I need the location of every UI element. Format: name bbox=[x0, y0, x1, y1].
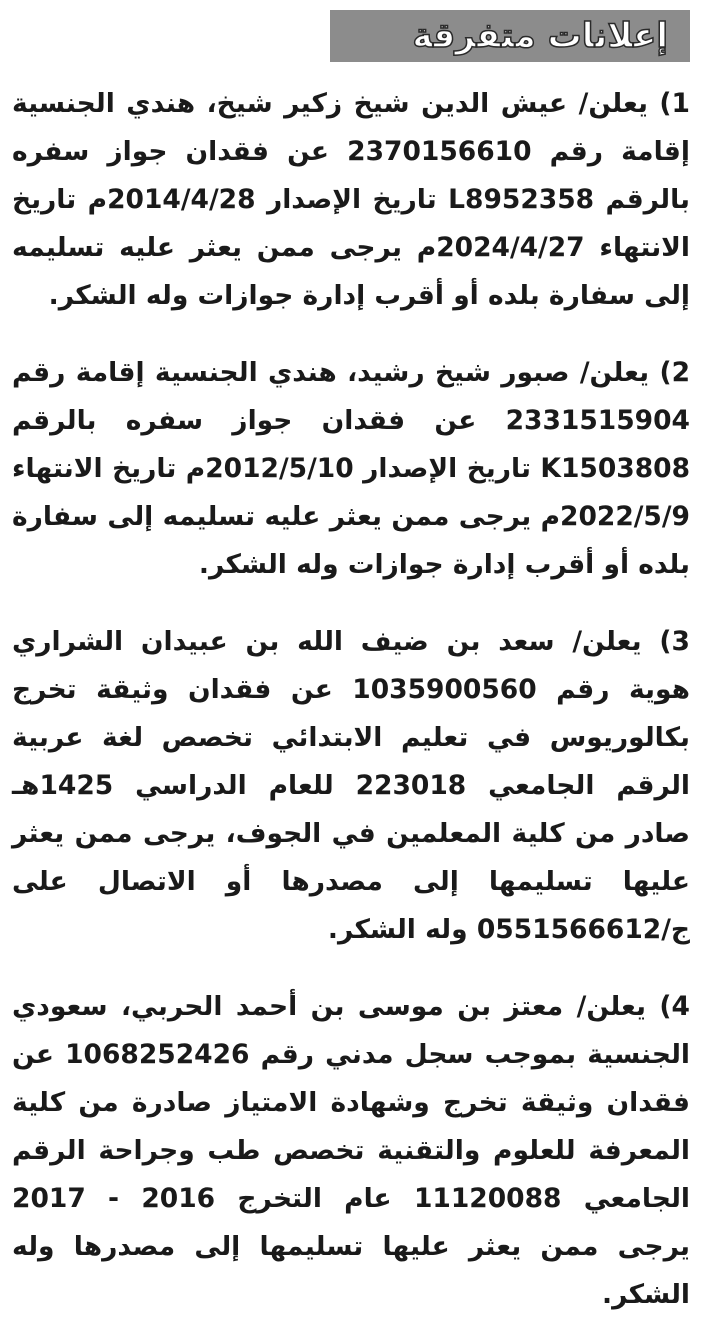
notice-3 bbox=[12, 618, 690, 954]
notice-text: يعلن/ معتز بن موسى بن أحمد الحربي، سعودي الجنسية بموجب سجل مدني رقم 1068252426 عن فقدان وثيقة تخرج وشهادة الامتياز صادرة من كلية المعرفة للعلوم والتقنية تخصص طب وجراحة الرقم الجامعي 11120088 عام التخرج 2016 - 2017 يرجى ممن يعثر عليها تسليمها إلى مصدرها وله الشكر. bbox=[12, 991, 690, 1310]
notice-text: يعلن/ صبور شيخ رشيد، هندي الجنسية إقامة رقم 2331515904 عن فقدان جواز سفره بالرقم K1503808 تاريخ الإصدار 2012/5/10م تاريخ الانتهاء 2022/5/9م يرجى ممن يعثر عليه تسليمه إلى سفارة بلده أو أقرب إدارة جوازات وله الشكر. bbox=[12, 357, 691, 580]
notice-4 bbox=[12, 983, 690, 1319]
notice-1 bbox=[12, 80, 690, 320]
notice-number: 3) bbox=[659, 626, 690, 657]
notice-text: يعلن/ عيش الدين شيخ زكير شيخ، هندي الجنسية إقامة رقم 2370156610 عن فقدان جواز سفره بالرقم L8952358 تاريخ الإصدار 2014/4/28م تاريخ الانتهاء 2024/4/27م يرجى ممن يعثر عليه تسليمه إلى سفارة بلده أو أقرب إدارة جوازات وله الشكر. bbox=[12, 88, 691, 311]
notice-text: يعلن/ سعد بن ضيف الله بن عبيدان الشراري هوية رقم 1035900560 عن فقدان وثيقة تخرج بكالوريوس في تعليم الابتدائي تخصص لغة عربية الرقم الجامعي 223018 للعام الدراسي 1425هـ صادر من كلية المعلمين في الجوف، يرجى ممن يعثر عليها تسليمها إلى مصدرها أو الاتصال على ج/0551566612 وله الشكر. bbox=[12, 626, 690, 945]
notice-number: 2) bbox=[659, 357, 691, 388]
notice-number: 1) bbox=[659, 88, 690, 119]
notices-list bbox=[12, 80, 690, 1319]
section-header bbox=[330, 10, 690, 62]
section-title: إعلانات متفرقة bbox=[412, 16, 668, 56]
notice-2 bbox=[12, 349, 690, 589]
notice-number: 4) bbox=[659, 991, 690, 1022]
